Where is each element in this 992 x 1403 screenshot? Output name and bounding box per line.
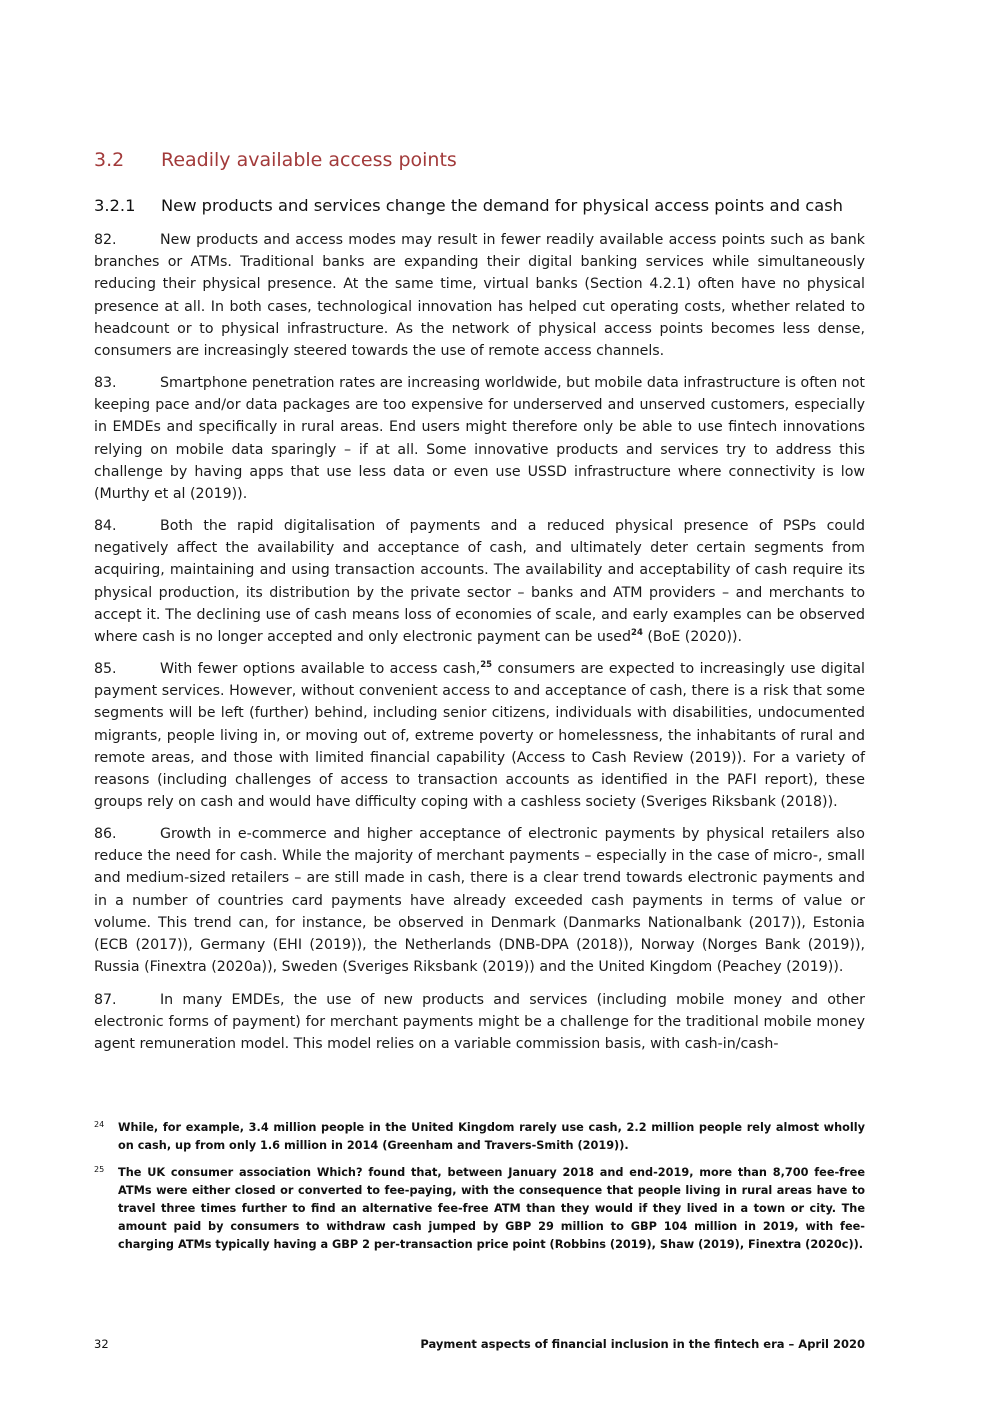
footnote-number: 25 [94,1165,105,1174]
paragraph-86 [94,823,865,978]
paragraph-text: With fewer options available to access cash, [160,661,481,677]
paragraph-84 [94,515,865,648]
section-number: 3.2 [94,149,125,171]
footnote-text: The UK consumer association Which? found that, between January 2018 and end-2019, more than 8,700 fee-free ATMs were either closed or converted to fee-paying, with the consequence that people living in rural areas have to travel three times further to find an alternative fee-free ATM than they would if they lived in a town or city. The amount paid by consumers to withdraw cash jumped by GBP 29 million to GBP 104 million in 2019, with fee-charging ATMs typically having a GBP 2 per-transaction price point (Robbins (2019), Shaw (2019), Finextra (2020c)). [118,1166,865,1251]
footnote-ref-24[interactable]: 24 [631,628,643,639]
paragraph-82 [94,229,865,362]
document-page [94,0,865,1403]
paragraph-85 [94,658,865,813]
footnote-25 [94,1164,865,1254]
paragraph-number: 82. [94,232,117,248]
subsection-title: New products and services change the demand for physical access points and cash [161,196,843,215]
footnote-number: 24 [94,1120,105,1129]
paragraph-text: Both the rapid digitalisation of payments and a reduced physical presence of PSPs could negatively affect the availability and acceptance of cash, and ultimately deter certain segments from acquiring, maintaining and using transaction accounts. The availability and acceptability of cash require its physical production, its distribution by the private sector – banks and ATM providers – and merchants to accept it. The declining use of cash means loss of economies of scale, and early examples can be observed where cash is no longer accepted and only electronic payment can be used [94,518,865,646]
paragraph-text-after: (BoE (2020)). [642,629,743,646]
paragraph-text: In many EMDEs, the use of new products and services (including mobile money and other electronic forms of payment) for merchant payments might be a challenge for the traditional mobile money agent remuneration model. This model relies on a variable commission basis, with cash-in/cash- [94,992,865,1053]
paragraph-87 [94,989,865,1056]
paragraph-text: Growth in e-commerce and higher acceptance of electronic payments by physical retailers also reduce the need for cash. While the majority of merchant payments – especially in the case of micro-, small and medium-sized retailers – are still made in cash, there is a clear trend towards electronic payments and in a number of countries card payments have already exceeded cash payments in terms of value or volume. This trend can, for instance, be observed in Denmark (Danmarks Nationalbank (2017)), Estonia (ECB (2017)), Germany (EHI (2019)), the Netherlands (DNB-DPA (2018)), Norway (Norges Bank (2019)), Russia (Finextra (2020a)), Sweden (Sveriges Riksbank (2019)) and the United Kingdom (Peachey (2019)). [94,826,865,976]
footnote-text: While, for example, 3.4 million people in the United Kingdom rarely use cash, 2.2 million people rely almost wholly on cash, up from only 1.6 million in 2014 (Greenham and Travers-Smith (2019)). [118,1121,865,1152]
paragraph-number: 84. [94,518,117,534]
paragraph-text-after: consumers are expected to increasingly use digital payment services. However, without convenient access to and acceptance of cash, there is a risk that some segments will be left (further) behind, including senior citizens, individuals with disabilities, undocumented migrants, people living in, or moving out of, extreme poverty or homelessness, the inhabitants of rural and remote areas, and those with limited financial capability (Access to Cash Review (2019)). For a variety of reasons (including challenges of access to transaction accounts as identified in the PAFI report), these groups rely on cash and would have difficulty coping with a cashless society (Sveriges Riksbank (2018)). [94,661,865,811]
paragraph-text: New products and access modes may result in fewer readily available access points such as bank branches or ATMs. Traditional banks are expanding their digital banking services while simultaneously reducing their physical presence. At the same time, virtual banks (Section 4.2.1) often have no physical presence at all. In both cases, technological innovation has helped cut operating costs, whether related to headcount or to physical infrastructure. As the network of physical access points becomes less dense, consumers are increasingly steered towards the use of remote access channels. [94,232,865,360]
footer-title: Payment aspects of financial inclusion in the fintech era – April 2020 [420,1337,865,1351]
page-footer [94,1337,865,1355]
paragraph-83 [94,372,865,505]
paragraph-number: 86. [94,826,117,842]
paragraph-text: Smartphone penetration rates are increasing worldwide, but mobile data infrastructure is often not keeping pace and/or data packages are too expensive for underserved and unserved customers, especially in EMDEs and specifically in rural areas. End users might therefore only be able to use fintech innovations relying on mobile data sparingly – if at all. Some innovative products and services try to address this challenge by having apps that use less data or even use USSD infrastructure where connectivity is low (Murthy et al (2019)). [94,375,865,503]
section-heading [94,149,865,175]
paragraph-number: 83. [94,375,117,391]
section-title: Readily available access points [161,149,457,171]
footnote-ref-25[interactable]: 25 [480,660,493,670]
page-number: 32 [94,1337,109,1351]
footnote-24 [94,1119,865,1155]
paragraph-number: 85. [94,661,117,677]
subsection-heading [94,196,865,220]
subsection-number: 3.2.1 [94,196,136,215]
paragraph-number: 87. [94,992,117,1008]
